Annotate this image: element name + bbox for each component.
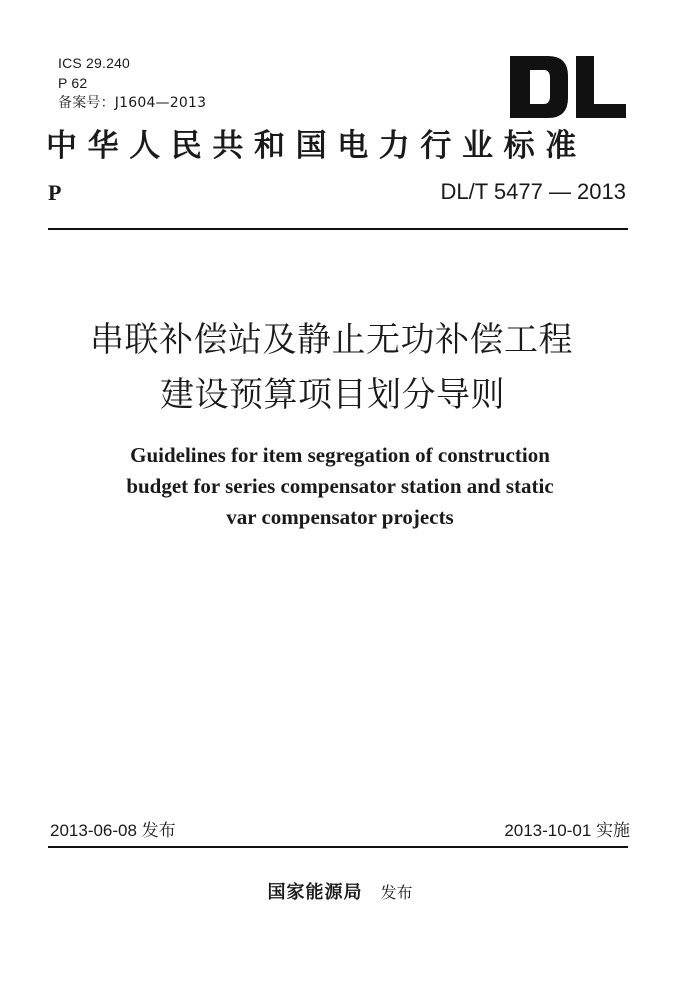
- filing-number: 备案号：J1604—2013: [58, 95, 207, 111]
- dl-logo-letter-d: [510, 56, 568, 118]
- title-en-line2: budget for series compensator station and static: [126, 474, 554, 498]
- issue-date: 2013-06-08 发布: [50, 821, 176, 840]
- dl-logo-letter-l: [576, 56, 626, 118]
- publisher-name: 国家能源局: [267, 882, 363, 903]
- title-en-line1: Guidelines for item segregation of construction: [130, 443, 550, 467]
- top-divider: [48, 228, 628, 230]
- publisher-action: 发布: [380, 883, 413, 902]
- title-cn-line2: 建设预算项目划分导则: [160, 375, 505, 415]
- bottom-divider: [48, 846, 628, 848]
- category-letter: P: [48, 180, 62, 205]
- standard-number: DL/T 5477 — 2013: [440, 179, 626, 204]
- ics-code: ICS 29.240: [58, 55, 131, 71]
- dl-logo: [508, 52, 628, 122]
- title-en-line3: var compensator projects: [226, 505, 454, 529]
- standard-series-title: 中华人民共和国电力行业标准: [46, 128, 587, 164]
- effective-date: 2013-10-01 实施: [504, 821, 630, 840]
- title-cn-line1: 串联补偿站及静止无功补偿工程: [90, 320, 573, 360]
- publisher-line: [0, 880, 680, 906]
- classification-code: P 62: [58, 75, 88, 91]
